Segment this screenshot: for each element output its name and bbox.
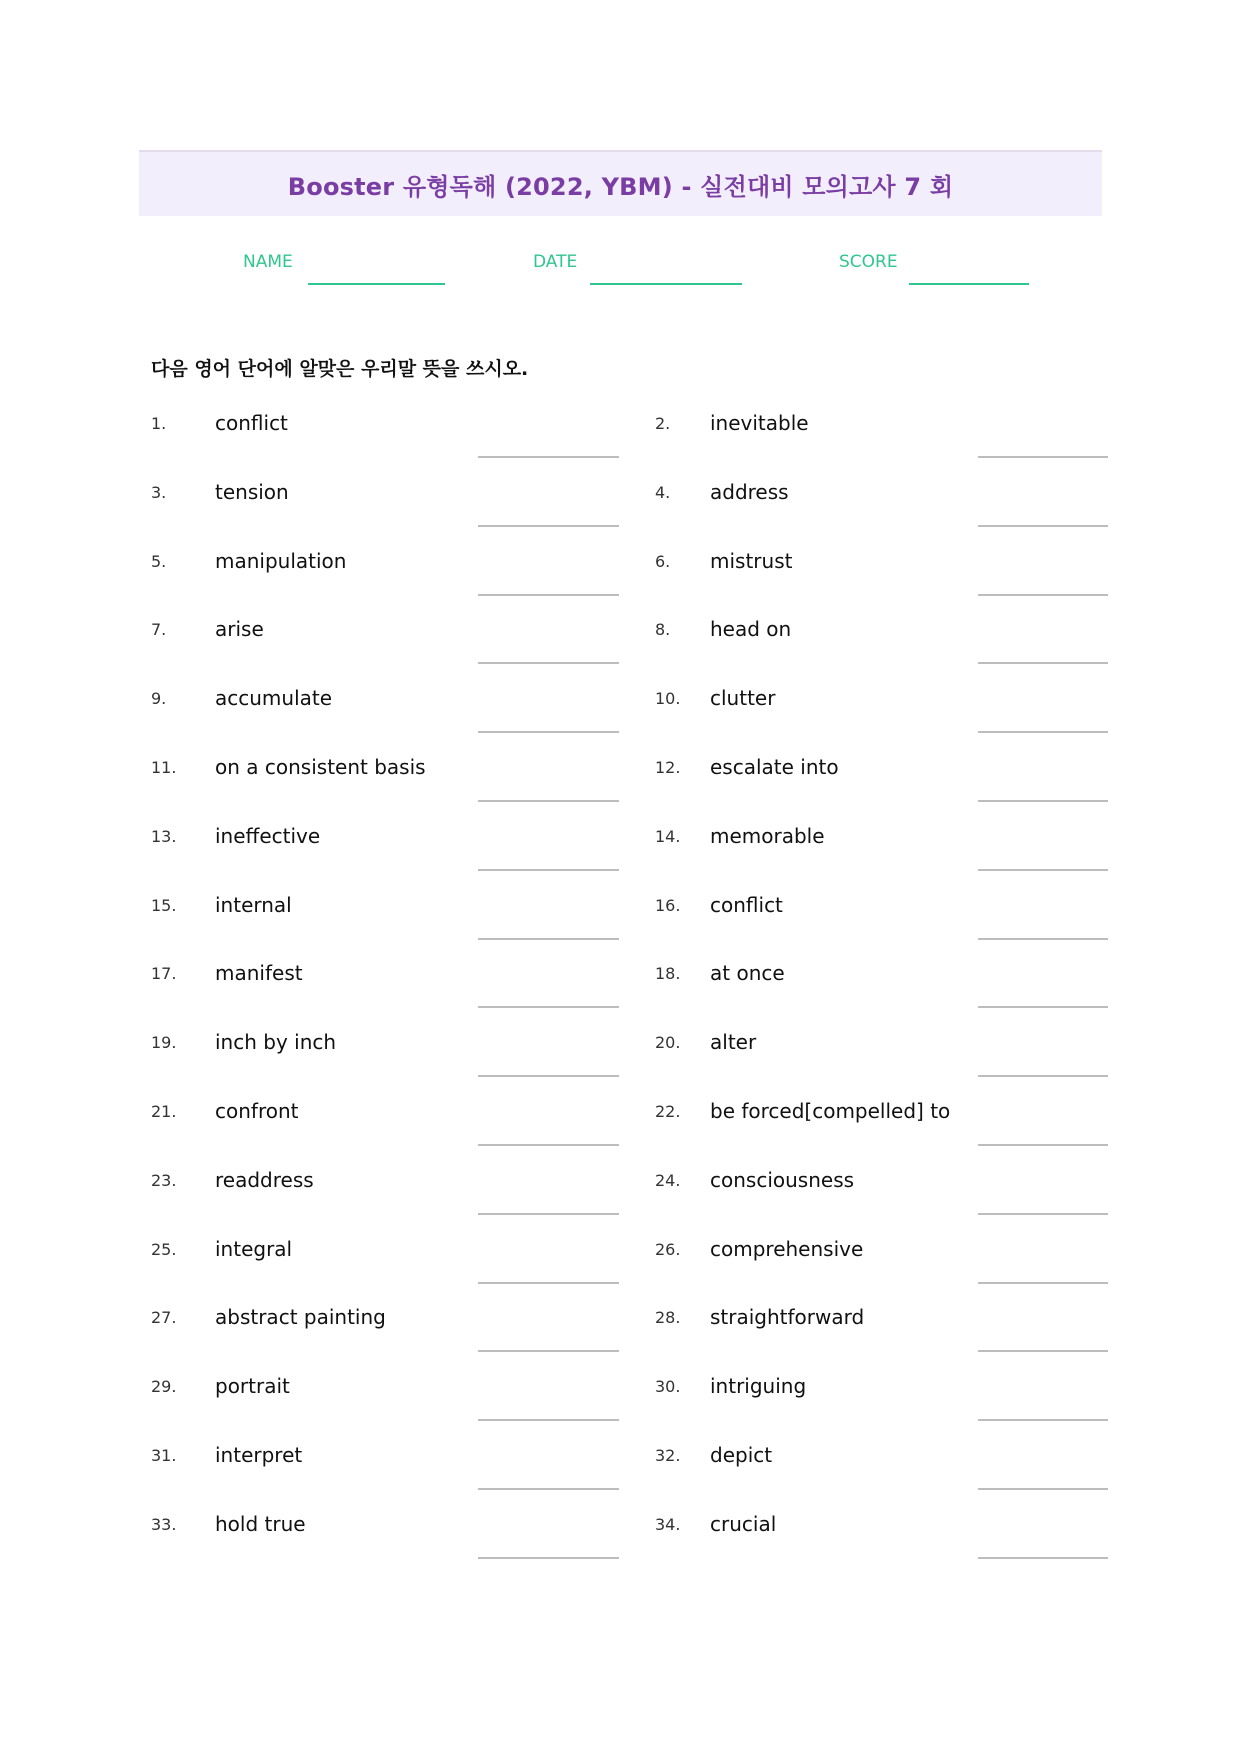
item-number: 33. xyxy=(151,1514,177,1534)
item-number: 10. xyxy=(655,689,681,709)
item-number: 19. xyxy=(151,1033,177,1053)
item-word: manifest xyxy=(215,961,303,986)
answer-blank[interactable] xyxy=(478,1350,619,1352)
item-number: 20. xyxy=(655,1033,681,1053)
item-number: 23. xyxy=(151,1170,177,1190)
item-number: 12. xyxy=(655,758,681,777)
item-word: hold true xyxy=(215,1511,306,1536)
item-number: 31. xyxy=(151,1446,177,1465)
answer-blank[interactable] xyxy=(978,1350,1108,1352)
answer-blank[interactable] xyxy=(978,1488,1108,1490)
item-number: 11. xyxy=(151,758,177,777)
answer-blank[interactable] xyxy=(478,1282,619,1284)
answer-blank[interactable] xyxy=(978,1006,1108,1008)
answer-blank[interactable] xyxy=(978,800,1108,802)
item-number: 25. xyxy=(151,1239,177,1259)
item-number: 3. xyxy=(151,482,167,502)
item-word: mistrust xyxy=(710,548,793,573)
answer-blank[interactable] xyxy=(978,938,1108,940)
score-label: SCORE xyxy=(839,252,898,272)
answer-blank[interactable] xyxy=(978,456,1108,458)
item-number: 34. xyxy=(655,1514,681,1534)
item-number: 2. xyxy=(655,414,671,433)
item-word: conflict xyxy=(215,411,288,435)
item-number: 28. xyxy=(655,1308,681,1328)
name-field[interactable] xyxy=(308,283,445,285)
item-word: comprehensive xyxy=(710,1236,864,1261)
answer-blank[interactable] xyxy=(978,662,1108,664)
worksheet-header xyxy=(139,150,1102,216)
answer-blank[interactable] xyxy=(478,1419,619,1421)
item-word: ineffective xyxy=(215,823,321,848)
item-number: 1. xyxy=(151,414,167,433)
item-word: escalate into xyxy=(710,755,839,779)
answer-blank[interactable] xyxy=(478,1488,619,1490)
answer-blank[interactable] xyxy=(478,731,619,733)
item-number: 30. xyxy=(655,1377,681,1397)
answer-blank[interactable] xyxy=(478,800,619,802)
item-word: confront xyxy=(215,1099,299,1123)
answer-blank[interactable] xyxy=(478,525,619,527)
item-number: 13. xyxy=(151,826,177,846)
item-word: interpret xyxy=(215,1443,303,1467)
answer-blank[interactable] xyxy=(478,1557,619,1559)
item-word: at once xyxy=(710,961,785,986)
item-word: clutter xyxy=(710,686,776,711)
item-number: 18. xyxy=(655,964,681,984)
item-word: arise xyxy=(215,617,264,642)
item-word: inevitable xyxy=(710,411,809,435)
item-number: 26. xyxy=(655,1239,681,1259)
answer-blank[interactable] xyxy=(478,1006,619,1008)
item-number: 17. xyxy=(151,964,177,984)
answer-blank[interactable] xyxy=(478,1144,619,1146)
date-label: DATE xyxy=(533,252,578,272)
answer-blank[interactable] xyxy=(478,662,619,664)
answer-blank[interactable] xyxy=(478,869,619,871)
item-number: 5. xyxy=(151,551,167,571)
answer-blank[interactable] xyxy=(478,1075,619,1077)
item-word: intriguing xyxy=(710,1374,807,1399)
date-field[interactable] xyxy=(590,283,742,285)
item-word: conflict xyxy=(710,892,783,917)
item-number: 27. xyxy=(151,1308,177,1328)
item-word: inch by inch xyxy=(215,1030,337,1055)
item-word: internal xyxy=(215,892,292,917)
item-word: manipulation xyxy=(215,548,347,573)
item-number: 24. xyxy=(655,1170,681,1190)
item-word: alter xyxy=(710,1030,757,1055)
item-number: 29. xyxy=(151,1377,177,1397)
item-word: consciousness xyxy=(710,1167,855,1192)
answer-blank[interactable] xyxy=(978,1557,1108,1559)
item-word: crucial xyxy=(710,1511,777,1536)
item-word: integral xyxy=(215,1236,293,1261)
answer-blank[interactable] xyxy=(478,456,619,458)
answer-blank[interactable] xyxy=(978,525,1108,527)
item-number: 21. xyxy=(151,1102,177,1121)
answer-blank[interactable] xyxy=(978,869,1108,871)
item-word: on a consistent basis xyxy=(215,755,426,779)
item-number: 7. xyxy=(151,620,167,640)
item-word: head on xyxy=(710,617,792,642)
item-number: 4. xyxy=(655,482,671,502)
worksheet-title: Booster 유형독해 (2022, YBM) - 실전대비 모의고사 7 회 xyxy=(287,172,954,201)
item-word: tension xyxy=(215,479,289,504)
item-word: be forced[compelled] to xyxy=(710,1099,951,1123)
item-number: 9. xyxy=(151,689,167,709)
answer-blank[interactable] xyxy=(478,1213,619,1215)
item-number: 6. xyxy=(655,551,671,571)
item-word: portrait xyxy=(215,1374,290,1399)
score-field[interactable] xyxy=(909,283,1029,285)
answer-blank[interactable] xyxy=(478,594,619,596)
item-number: 15. xyxy=(151,895,177,915)
answer-blank[interactable] xyxy=(978,1144,1108,1146)
item-word: memorable xyxy=(710,823,825,848)
answer-blank[interactable] xyxy=(978,1075,1108,1077)
answer-blank[interactable] xyxy=(978,731,1108,733)
answer-blank[interactable] xyxy=(978,1419,1108,1421)
item-number: 14. xyxy=(655,826,681,846)
answer-blank[interactable] xyxy=(978,1282,1108,1284)
item-word: readdress xyxy=(215,1167,314,1192)
item-number: 8. xyxy=(655,620,671,640)
item-number: 32. xyxy=(655,1446,681,1465)
answer-blank[interactable] xyxy=(478,938,619,940)
answer-blank[interactable] xyxy=(978,1213,1108,1215)
instruction: 다음 영어 단어에 알맞은 우리말 뜻을 쓰시오. xyxy=(151,358,529,380)
name-label: NAME xyxy=(243,252,293,272)
item-word: straightforward xyxy=(710,1305,865,1330)
item-number: 16. xyxy=(655,895,681,915)
item-number: 22. xyxy=(655,1102,681,1121)
answer-blank[interactable] xyxy=(978,594,1108,596)
item-word: address xyxy=(710,479,789,504)
item-word: abstract painting xyxy=(215,1305,386,1330)
item-word: depict xyxy=(710,1443,773,1467)
item-word: accumulate xyxy=(215,686,333,711)
